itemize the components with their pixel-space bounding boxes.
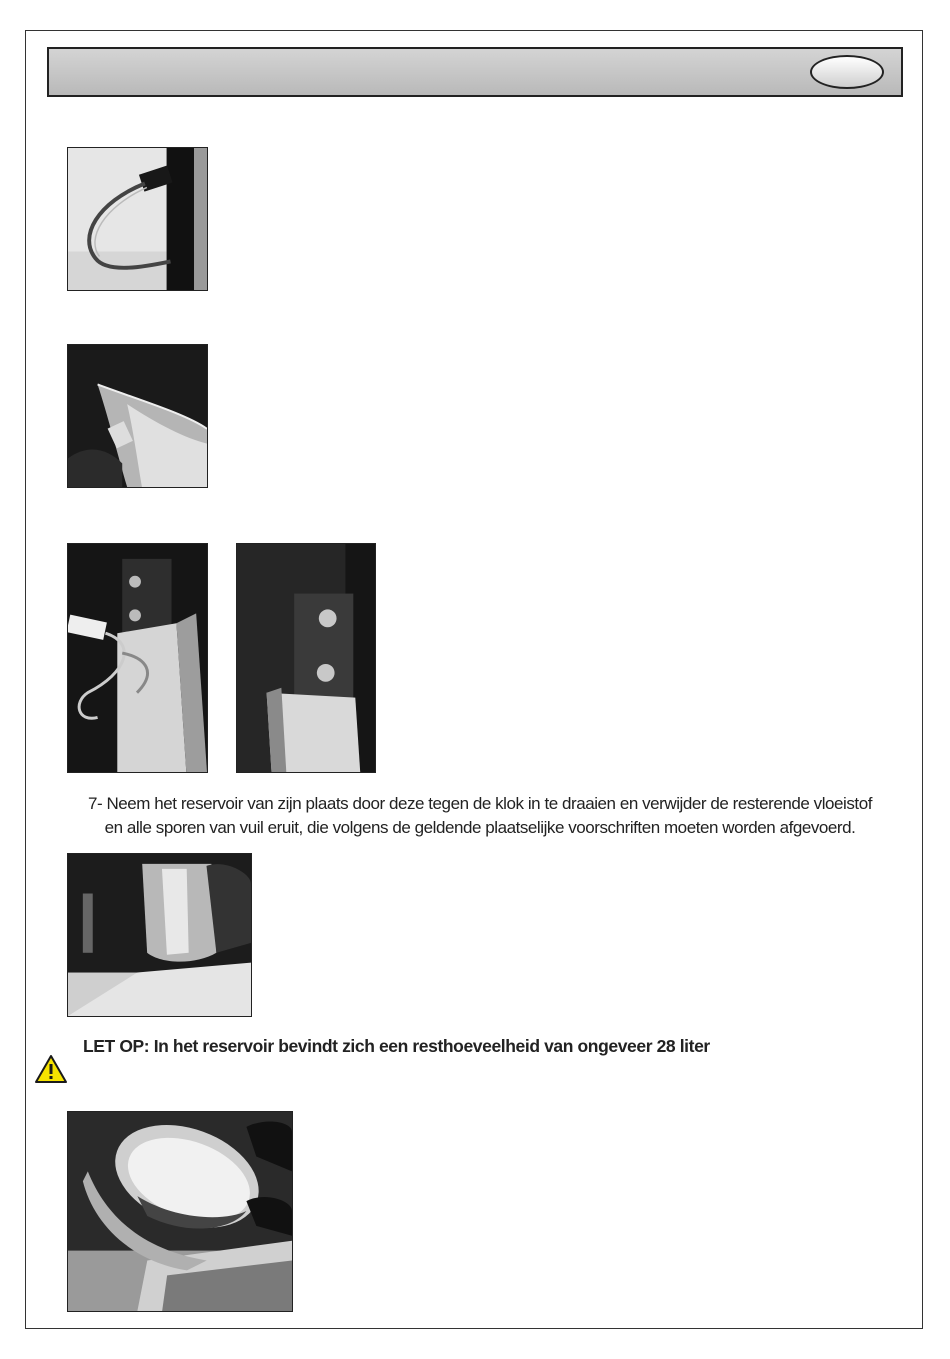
photo-bracket-cable <box>67 543 208 773</box>
photo-reservoir-connector <box>67 344 208 488</box>
photo-cable-connector <box>67 147 208 291</box>
step-7-instruction <box>40 792 920 840</box>
header-page-tab <box>810 55 884 89</box>
step-7-line-1: 7- Neem het reservoir van zijn plaats door deze tegen de klok in te draaien en verwijder de resterende vloeistof <box>87 794 872 813</box>
header-bar <box>47 47 903 97</box>
photo-empty-reservoir <box>67 1111 293 1312</box>
step-7-line-2: en alle sporen van vuil eruit, die volgens de geldende plaatselijke voorschriften moeten worden afgevoerd. <box>104 818 856 837</box>
photo-remove-reservoir <box>67 853 252 1017</box>
warning-triangle-icon <box>34 1054 68 1084</box>
warning-text: LET OP: In het reservoir bevindt zich een resthoeveelheid van ongeveer 28 liter <box>83 1036 710 1056</box>
photo-bracket-screws <box>236 543 376 773</box>
